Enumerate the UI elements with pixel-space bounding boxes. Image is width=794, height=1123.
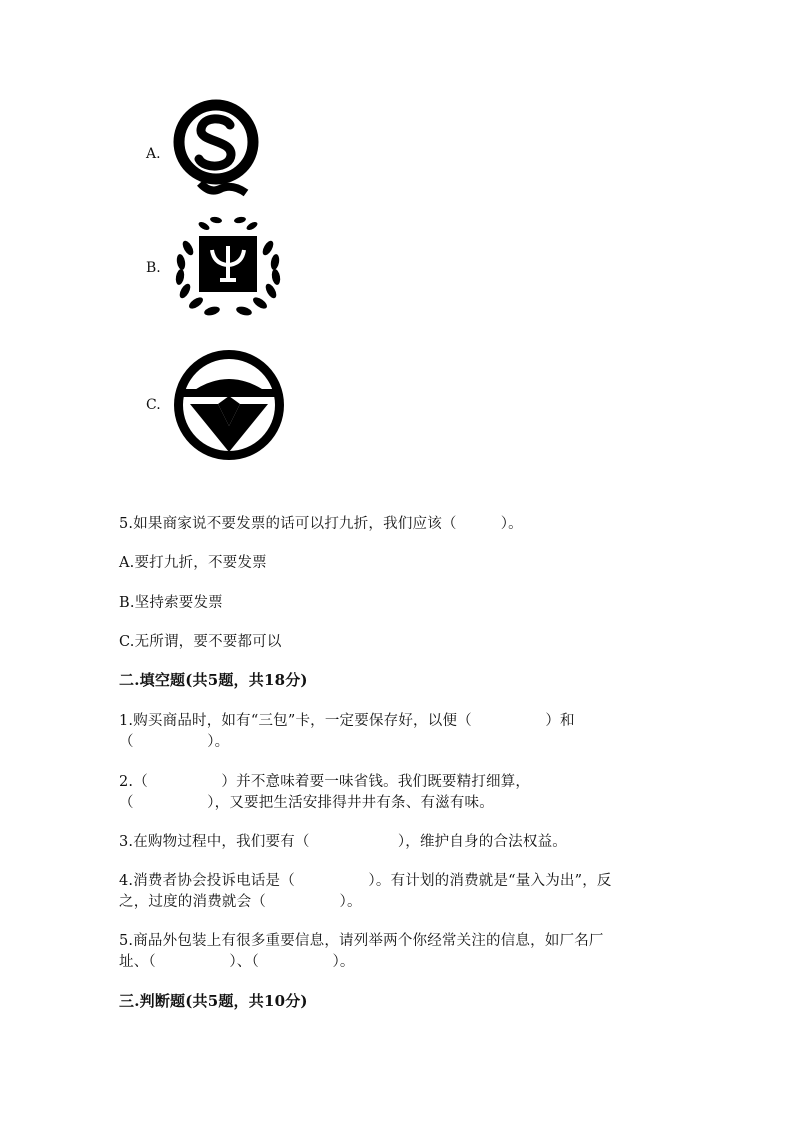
fill-q2-line2: （ ），又要把生活安排得井井有条、有滋有味。 [119,795,494,811]
question-5-option-b: B.坚持索要发票 [119,595,223,611]
question-5-option-c: C.无所谓，要不要都可以 [119,634,282,650]
fill-q5-line2: 址、（ ）、（ ）。 [119,954,355,970]
wreath-emblem-logo-icon [170,212,286,322]
question-5-stem: 5.如果商家说不要发票的话可以打九折，我们应该（ ）。 [119,516,523,532]
fill-q4-line1: 4.消费者协会投诉电话是（ ）。有计划的消费就是“量入为出”，反 [119,873,612,889]
qs-quality-safety-logo-icon [170,97,262,200]
fill-q5-line1: 5.商品外包装上有很多重要信息，请列举两个你经常关注的信息，如厂名厂 [119,933,604,949]
section-3-title: 三.判断题(共5题，共10分) [119,992,308,1010]
fill-q1-line2: （ ）。 [119,734,230,750]
fill-q4-line2: 之，过度的消费就会（ ）。 [119,894,362,910]
option-c-label: C. [146,397,161,413]
question-5-option-a: A.要打九折，不要发票 [119,555,267,571]
option-a-label: A. [146,146,161,162]
fill-q1-line1: 1.购买商品时，如有“三包”卡，一定要保存好，以便（ ）和 [119,713,575,729]
fill-q2-line1: 2.（ ）并不意味着要一味省钱。我们既要精打细算， [119,774,531,790]
fill-q3-line1: 3.在购物过程中，我们要有（ ），维护自身的合法权益。 [119,834,567,850]
section-2-title: 二.填空题(共5题，共18分) [119,671,308,689]
option-b-label: B. [146,260,161,276]
circle-v-logo-icon [168,344,290,466]
